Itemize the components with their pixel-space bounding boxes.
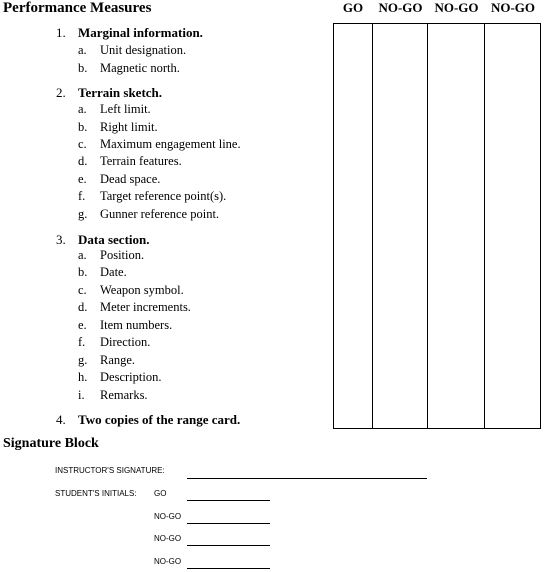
column-header-no-go-1: NO-GO [378,0,423,15]
subitem-label: Remarks. [100,388,148,402]
subitem-letter: b. [78,265,88,279]
subitem-label: Terrain features. [100,154,182,168]
column-header-go: GO [342,0,364,15]
subitem-label: Unit designation. [100,43,187,57]
subitem-letter: c. [78,137,87,151]
subitem-letter: g. [78,353,88,367]
no-go-initials-line[interactable] [187,568,270,569]
subitem-letter: e. [78,318,87,332]
no-go-initials-line[interactable] [187,545,270,546]
subitem-letter: g. [78,207,88,221]
instructor-signature-line[interactable] [187,478,427,479]
no-go-initials-label: NO-GO [154,557,182,566]
subitem-label: Direction. [100,335,151,349]
subitem-label: Gunner reference point. [100,207,220,221]
subitem-label: Date. [100,265,127,279]
subitem-label: Description. [100,370,162,384]
no-go-initials-label: NO-GO [154,534,182,543]
subitem-label: Left limit. [100,102,151,116]
scoring-grid [333,23,541,429]
measure-number: 1. [56,25,66,40]
subitem-label: Magnetic north. [100,61,180,75]
column-header-no-go-3: NO-GO [490,0,536,15]
subitem-label: Item numbers. [100,318,173,332]
go-initials-label: GO [154,489,167,498]
subitem-label: Weapon symbol. [100,283,184,297]
subitem-letter: d. [78,154,88,168]
subitem-label: Dead space. [100,172,161,186]
subitem-letter: b. [78,120,88,134]
subitem-label: Right limit. [100,120,158,134]
measure-label: Terrain sketch. [78,85,163,100]
subitem-letter: a. [78,43,87,57]
student-initials-label: STUDENT'S INITIALS: [55,489,137,498]
go-initials-line[interactable] [187,500,270,501]
column-header-no-go-2: NO-GO [434,0,479,15]
subitem-letter: i. [78,388,85,402]
subitem-label: Maximum engagement line. [100,137,241,151]
no-go-initials-line[interactable] [187,523,270,524]
grid-divider [372,23,373,429]
instructor-signature-label: INSTRUCTOR'S SIGNATURE: [55,466,165,475]
no-go-initials-label: NO-GO [154,512,182,521]
subitem-letter: f. [78,189,86,203]
measure-label: Two copies of the range card. [78,412,241,427]
signature-block-title: Signature Block [3,436,99,451]
subitem-letter: h. [78,370,88,384]
subitem-letter: e. [78,172,87,186]
grid-divider [427,23,428,429]
subitem-label: Range. [100,353,136,367]
subitem-letter: c. [78,283,87,297]
subitem-letter: a. [78,102,87,116]
measure-label: Marginal information. [78,25,203,40]
subitem-label: Target reference point(s). [100,189,227,203]
subitem-label: Position. [100,248,145,262]
measure-label: Data section. [78,232,150,247]
page-title: Performance Measures [3,0,152,16]
subitem-letter: f. [78,335,86,349]
measure-number: 2. [56,85,66,100]
measure-number: 4. [56,412,66,427]
subitem-letter: d. [78,300,88,314]
grid-divider [484,23,485,429]
subitem-letter: a. [78,248,87,262]
subitem-letter: b. [78,61,88,75]
subitem-label: Meter increments. [100,300,191,314]
measure-number: 3. [56,232,66,247]
